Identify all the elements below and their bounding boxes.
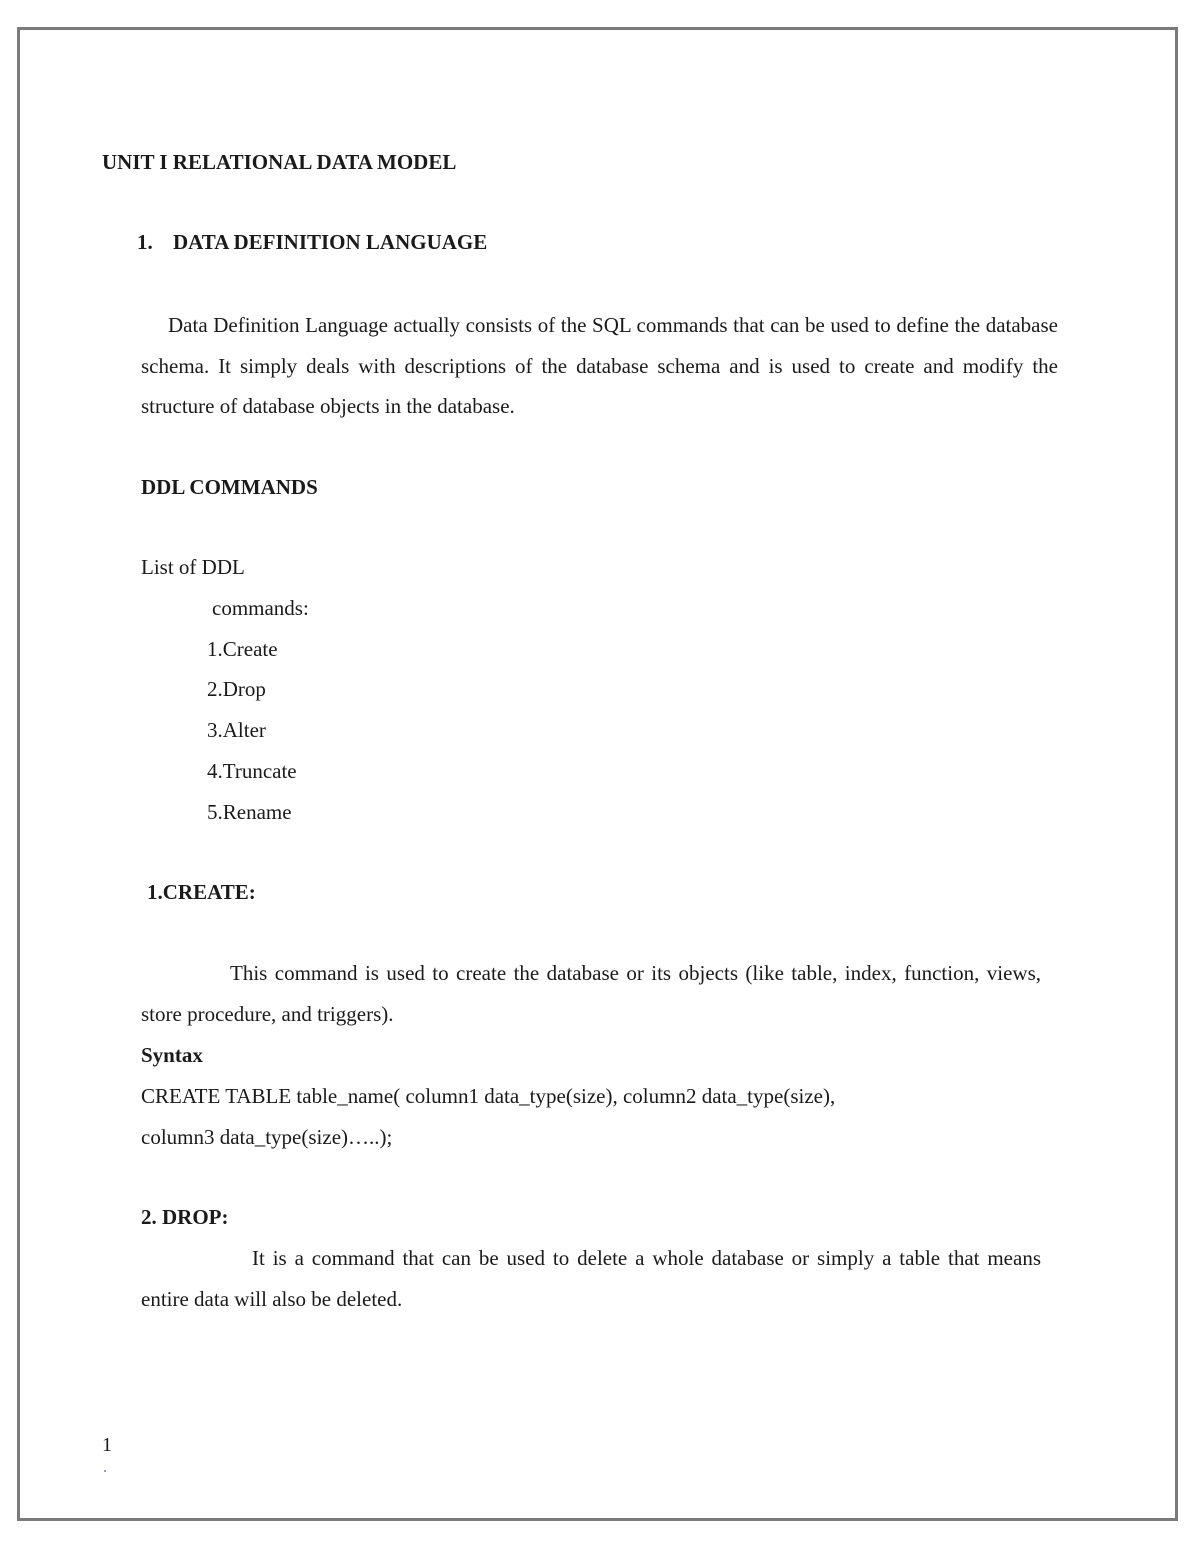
command-item-rename: 5.Rename (207, 800, 292, 824)
drop-description: It is a command that can be used to delete a whole database or simply a table that means entire data will also be deleted. (141, 1246, 1041, 1311)
list-intro-line1: List of DDL (141, 555, 245, 579)
syntax-label: Syntax (141, 1043, 203, 1067)
section-title: DATA DEFINITION LANGUAGE (173, 230, 488, 254)
drop-heading: 2. DROP: (141, 1205, 229, 1229)
create-syntax-line2: column3 data_type(size)…..); (141, 1124, 393, 1149)
unit-title: UNIT I RELATIONAL DATA MODEL (102, 150, 457, 174)
create-description: This command is used to create the database or its objects (like table, index, function, views, store procedure, and triggers). (141, 961, 1041, 1026)
page-number: 1 (102, 1434, 112, 1456)
create-syntax-block (141, 1076, 1041, 1157)
intro-paragraph-block (141, 305, 1058, 427)
command-item-create: 1.Create (207, 637, 278, 661)
list-intro-line2: commands: (212, 596, 309, 620)
section-heading (137, 230, 487, 254)
section-number: 1. (137, 230, 153, 254)
footer-mark (104, 1470, 106, 1472)
intro-paragraph: Data Definition Language actually consists of the SQL commands that can be used to define the database schema. It simply deals with descriptions of the database schema and is used to create and modify the structure of database objects in the database. (141, 313, 1058, 418)
command-item-truncate: 4.Truncate (207, 759, 297, 783)
create-heading: 1.CREATE: (147, 880, 256, 904)
drop-description-block (141, 1238, 1041, 1319)
command-item-drop: 2.Drop (207, 677, 266, 701)
create-description-block (141, 953, 1041, 1034)
create-syntax-line1: CREATE TABLE table_name( column1 data_type(size), column2 data_type(size), (141, 1084, 836, 1108)
command-item-alter: 3.Alter (207, 718, 266, 742)
ddl-commands-heading: DDL COMMANDS (141, 475, 318, 499)
